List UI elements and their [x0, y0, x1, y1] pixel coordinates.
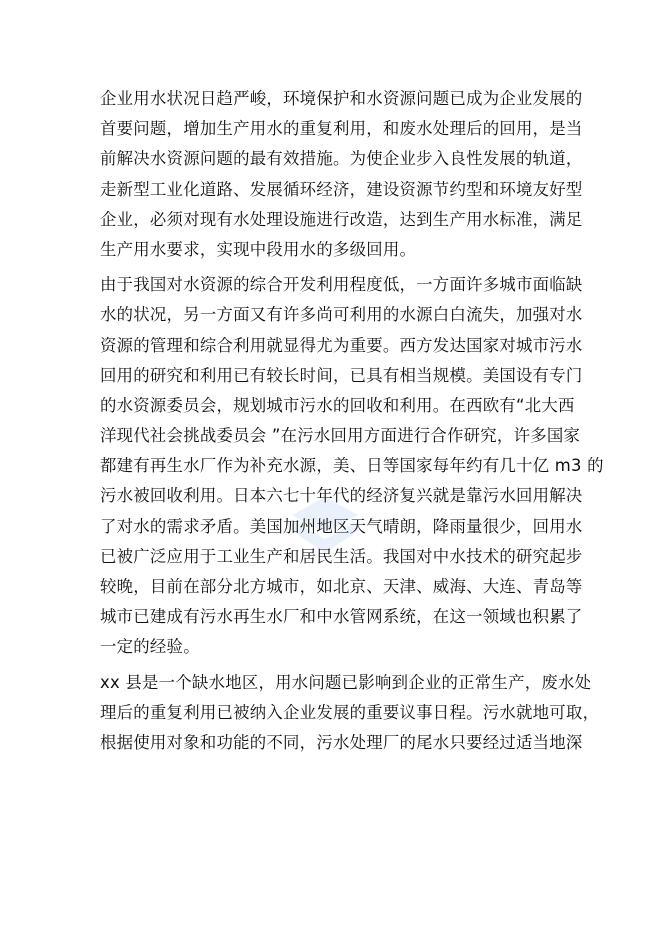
- text-line: 城市已建成有污水再生水厂和中水管网系统，在这一领域也积累了: [100, 607, 583, 627]
- text-line: 都建有再生水厂作为补充水源，美、日等国家每年约有几十亿 m3 的: [100, 456, 604, 476]
- text-line: 首要问题，增加生产用水的重复利用，和废水处理后的回用，是当: [100, 119, 583, 139]
- paragraph-international-reuse: [100, 270, 604, 662]
- text-line: 根据使用对象和功能的不同，污水处理厂的尾水只要经过适当地深: [100, 732, 583, 752]
- text-line: 生产用水要求，实现中段用水的多级回用。: [100, 239, 417, 259]
- text-line: 走新型工业化道路、发展循环经济，建设资源节约型和环境友好型: [100, 179, 583, 199]
- text-line: 洋现代社会挑战委员会 ”在污水回用方面进行合作研究，许多国家: [100, 426, 581, 446]
- text-line: xx 县是一个缺水地区，用水问题已影响到企业的正常生产，废水处: [100, 672, 592, 692]
- text-line: 较晚，目前在部分北方城市，如北京、天津、威海、大连、青岛等: [100, 577, 583, 596]
- text-line: 水的状况，另一方面又有许多尚可利用的水源白白流失，加强对水: [100, 305, 583, 325]
- text-line: 资源的管理和综合利用就显得尤为重要。西方发达国家对城市污水: [100, 335, 583, 355]
- paragraph-county-situation: [100, 668, 600, 759]
- text-line: 回用的研究和利用已有较长时间，已具有相当规模。美国设有专门: [100, 365, 583, 385]
- text-line: 了对水的需求矛盾。美国加州地区天气晴朗，降雨量很少，回用水: [100, 516, 583, 536]
- document-body: [100, 84, 604, 758]
- text-line: 已被广泛应用于工业生产和居民生活。我国对中水技术的研究起步: [100, 546, 583, 566]
- text-line: 理后的重复利用已被纳入企业发展的重要议事日程。污水就地可取，: [100, 702, 600, 722]
- text-line: 前解决水资源问题的最有效措施。为使企业步入良性发展的轨道，: [100, 149, 583, 169]
- text-line: 企业，必须对现有水处理设施进行改造，达到生产用水标准，满足: [100, 209, 583, 229]
- text-line: 一定的经验。: [100, 637, 200, 657]
- text-line: 企业用水状况日趋严峻，环境保护和水资源问题已成为企业发展的: [100, 89, 583, 108]
- text-line: 的水资源委员会，规划城市污水的回收和利用。在西欧有“北大西: [100, 395, 575, 415]
- text-line: 由于我国对水资源的综合开发利用程度低，一方面许多城市面临缺: [100, 275, 583, 295]
- text-line: 污水被回收利用。日本六七十年代的经济复兴就是靠污水回用解决: [100, 486, 583, 506]
- paragraph-water-situation: [100, 84, 583, 265]
